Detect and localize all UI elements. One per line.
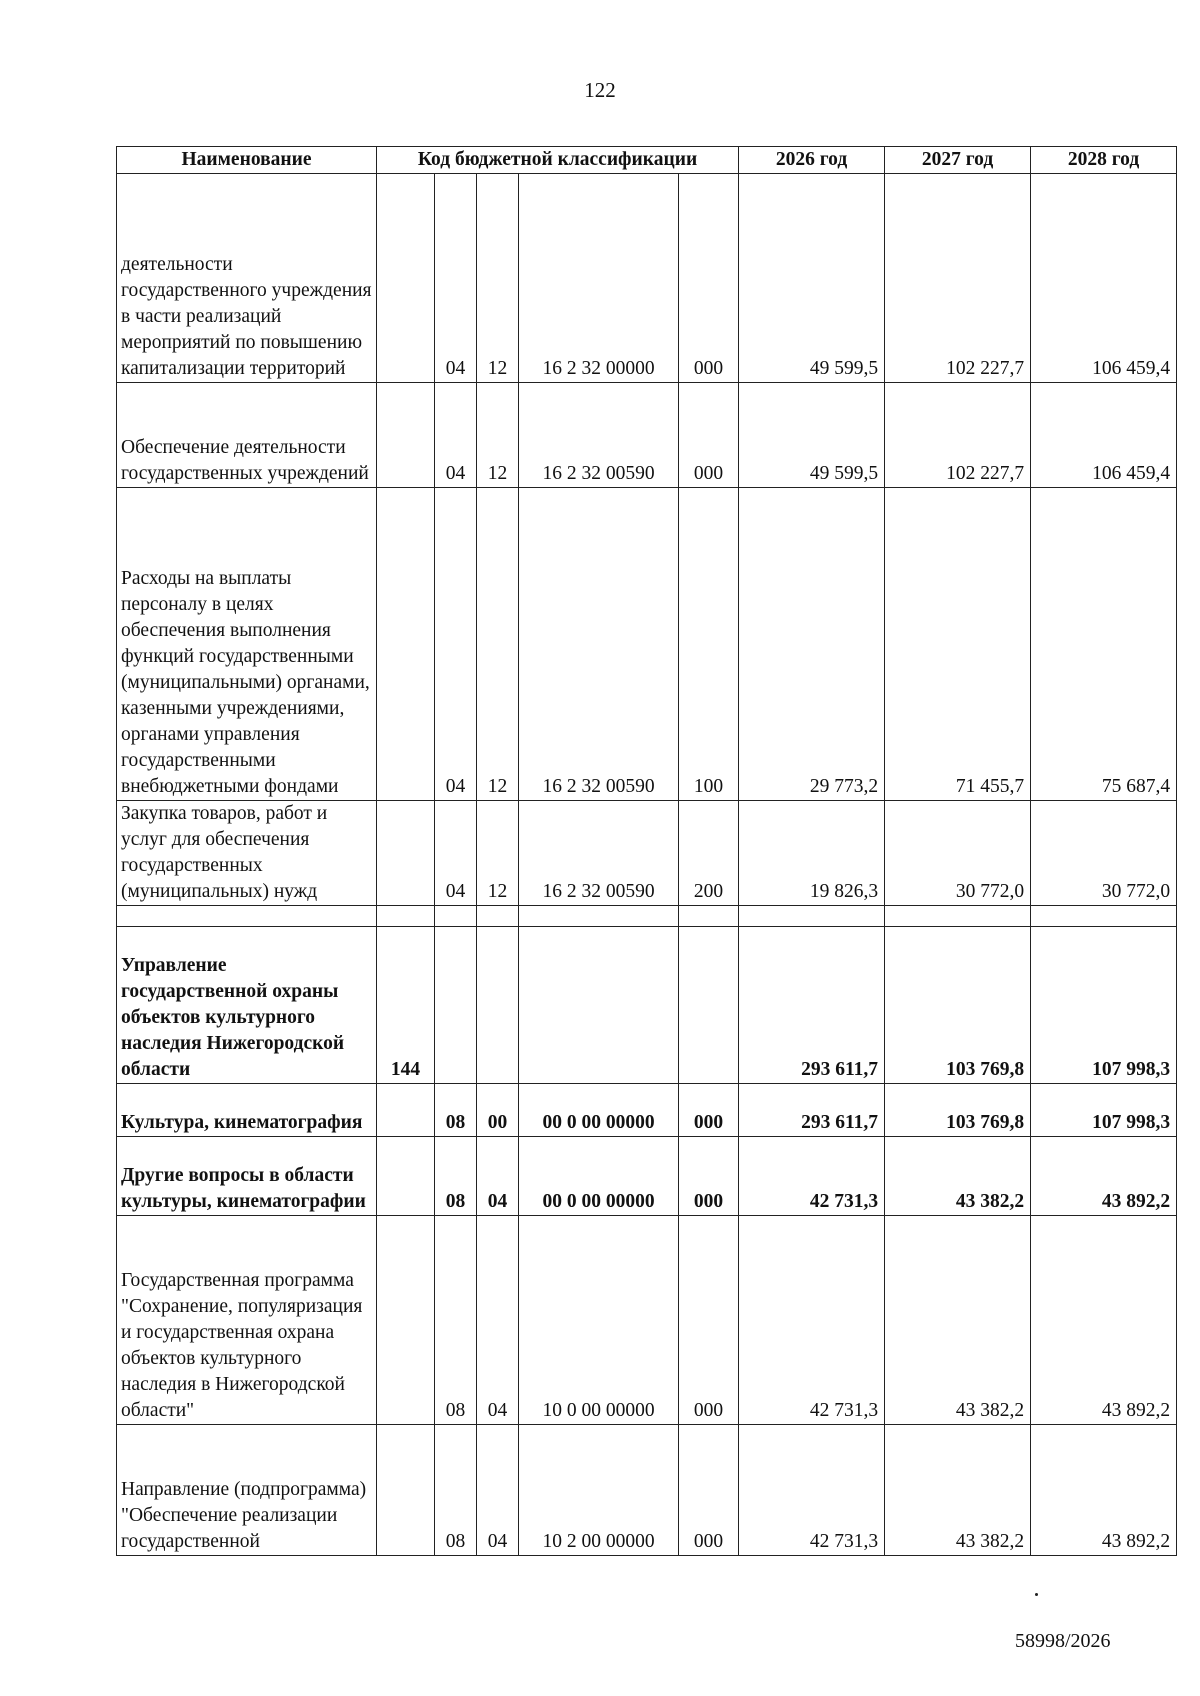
code-expense-type	[679, 927, 739, 1084]
value-2028: 75 687,4	[1031, 488, 1177, 801]
value-2026: 293 611,7	[739, 927, 885, 1084]
code-target	[519, 906, 679, 927]
code-subsection: 12	[477, 488, 519, 801]
row-name: Культура, кинематография	[117, 1084, 377, 1137]
code-grbs	[377, 488, 435, 801]
code-expense-type: 000	[679, 1216, 739, 1425]
code-section: 04	[435, 383, 477, 488]
table-row	[117, 1137, 1177, 1216]
code-target: 00 0 00 00000	[519, 1084, 679, 1137]
table-row	[117, 1425, 1177, 1556]
value-2027: 103 769,8	[885, 927, 1031, 1084]
table-row	[117, 927, 1177, 1084]
row-name: Обеспечение деятельности государственных учреждений	[117, 383, 377, 488]
code-grbs	[377, 174, 435, 383]
value-2026: 29 773,2	[739, 488, 885, 801]
code-expense-type: 100	[679, 488, 739, 801]
code-target: 10 0 00 00000	[519, 1216, 679, 1425]
table-row	[117, 1084, 1177, 1137]
code-section	[435, 906, 477, 927]
value-2028: 106 459,4	[1031, 383, 1177, 488]
value-2027: 43 382,2	[885, 1216, 1031, 1425]
row-name: Управление государственной охраны объектов культурного наследия Нижегородской области	[117, 927, 377, 1084]
header-2027: 2027 год	[885, 147, 1031, 174]
code-expense-type: 200	[679, 801, 739, 906]
code-target: 16 2 32 00590	[519, 383, 679, 488]
code-section: 04	[435, 174, 477, 383]
code-section: 04	[435, 801, 477, 906]
value-2028: 43 892,2	[1031, 1216, 1177, 1425]
value-2026: 293 611,7	[739, 1084, 885, 1137]
value-2028: 106 459,4	[1031, 174, 1177, 383]
code-expense-type: 000	[679, 1137, 739, 1216]
stray-mark	[1035, 1593, 1038, 1596]
value-2026	[739, 906, 885, 927]
code-grbs	[377, 801, 435, 906]
value-2028: 107 998,3	[1031, 1084, 1177, 1137]
table-row	[117, 488, 1177, 801]
table-row	[117, 383, 1177, 488]
header-name: Наименование	[117, 147, 377, 174]
table-row	[117, 801, 1177, 906]
value-2027: 43 382,2	[885, 1425, 1031, 1556]
value-2027: 103 769,8	[885, 1084, 1031, 1137]
code-section: 08	[435, 1216, 477, 1425]
value-2026: 42 731,3	[739, 1216, 885, 1425]
row-name: Расходы на выплаты персоналу в целях обеспечения выполнения функций государственными (муниципальными) органами, казенными учреждениями, органами управления государственными внебюджетными фондами	[117, 488, 377, 801]
table-header-row	[117, 147, 1177, 174]
code-expense-type: 000	[679, 1084, 739, 1137]
code-expense-type: 000	[679, 174, 739, 383]
code-section: 08	[435, 1425, 477, 1556]
table-row-empty	[117, 906, 1177, 927]
code-target: 16 2 32 00000	[519, 174, 679, 383]
code-subsection	[477, 906, 519, 927]
row-name: Государственная программа "Сохранение, популяризация и государственная охрана объектов культурного наследия в Нижегородской области"	[117, 1216, 377, 1425]
table-row	[117, 1216, 1177, 1425]
code-grbs: 144	[377, 927, 435, 1084]
value-2026: 49 599,5	[739, 174, 885, 383]
code-grbs	[377, 1084, 435, 1137]
row-name: Закупка товаров, работ и услуг для обеспечения государственных (муниципальных) нужд	[117, 801, 377, 906]
code-target: 10 2 00 00000	[519, 1425, 679, 1556]
code-subsection: 00	[477, 1084, 519, 1137]
row-name: Направление (подпрограмма) "Обеспечение реализации государственной	[117, 1425, 377, 1556]
value-2026: 42 731,3	[739, 1425, 885, 1556]
value-2026: 19 826,3	[739, 801, 885, 906]
header-2026: 2026 год	[739, 147, 885, 174]
code-target	[519, 927, 679, 1084]
code-section: 08	[435, 1137, 477, 1216]
value-2028	[1031, 906, 1177, 927]
code-grbs	[377, 1216, 435, 1425]
code-grbs	[377, 1137, 435, 1216]
code-grbs	[377, 906, 435, 927]
row-name: деятельности государственного учреждения в части реализаций мероприятий по повышению капитализации территорий	[117, 174, 377, 383]
value-2026: 49 599,5	[739, 383, 885, 488]
value-2027: 30 772,0	[885, 801, 1031, 906]
code-subsection: 12	[477, 801, 519, 906]
value-2028: 43 892,2	[1031, 1425, 1177, 1556]
code-grbs	[377, 1425, 435, 1556]
budget-table	[116, 146, 1177, 1556]
code-section: 08	[435, 1084, 477, 1137]
code-subsection: 04	[477, 1425, 519, 1556]
code-subsection: 12	[477, 383, 519, 488]
header-code: Код бюджетной классификации	[377, 147, 739, 174]
header-2028: 2028 год	[1031, 147, 1177, 174]
code-subsection: 04	[477, 1137, 519, 1216]
value-2028: 107 998,3	[1031, 927, 1177, 1084]
code-expense-type: 000	[679, 383, 739, 488]
code-expense-type	[679, 906, 739, 927]
code-section: 04	[435, 488, 477, 801]
page-number: 122	[584, 78, 616, 102]
code-grbs	[377, 383, 435, 488]
code-target: 00 0 00 00000	[519, 1137, 679, 1216]
code-target: 16 2 32 00590	[519, 801, 679, 906]
code-subsection: 04	[477, 1216, 519, 1425]
code-target: 16 2 32 00590	[519, 488, 679, 801]
code-section	[435, 927, 477, 1084]
value-2028: 43 892,2	[1031, 1137, 1177, 1216]
value-2028: 30 772,0	[1031, 801, 1177, 906]
row-name	[117, 906, 377, 927]
value-2027: 43 382,2	[885, 1137, 1031, 1216]
table-row	[117, 174, 1177, 383]
value-2027: 102 227,7	[885, 383, 1031, 488]
document-number: 58998/2026	[1015, 1630, 1111, 1652]
row-name: Другие вопросы в области культуры, кинематографии	[117, 1137, 377, 1216]
value-2027	[885, 906, 1031, 927]
value-2027: 102 227,7	[885, 174, 1031, 383]
code-subsection: 12	[477, 174, 519, 383]
value-2026: 42 731,3	[739, 1137, 885, 1216]
code-subsection	[477, 927, 519, 1084]
code-expense-type: 000	[679, 1425, 739, 1556]
value-2027: 71 455,7	[885, 488, 1031, 801]
